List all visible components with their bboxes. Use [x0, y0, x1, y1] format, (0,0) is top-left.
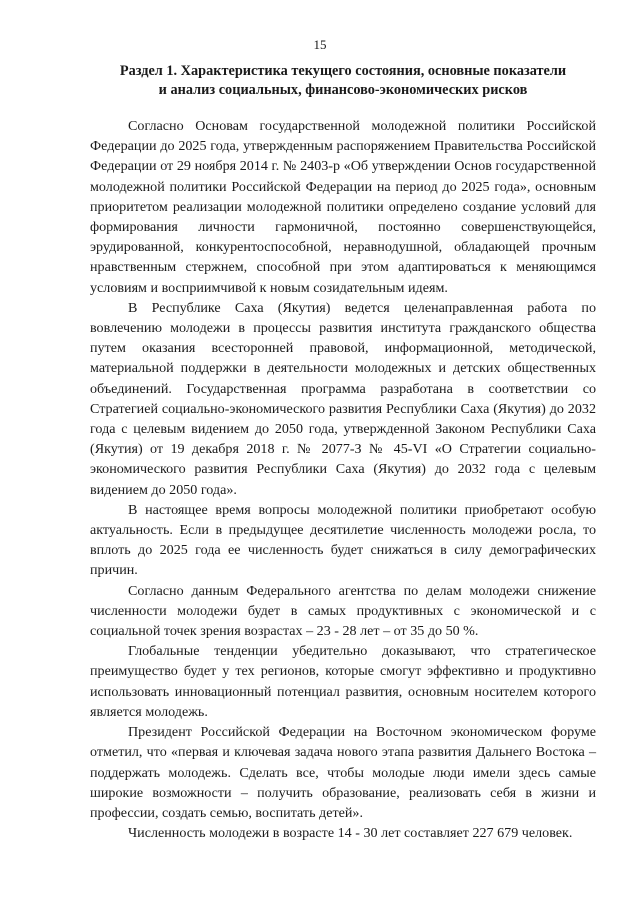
section-heading-line-1: Раздел 1. Характеристика текущего состояния, основные показатели [119, 63, 567, 79]
paragraph-yakutia-work: В Республике Саха (Якутия) ведется целенаправленная работа по вовлечению молодежи в процессы развития института гражданского общества путем оказания всесторонней правовой, информационной, методической, материальной поддержки в деятельности молодежных и детских общественных объединений. Государственная программа разработана в соответствии со Стратегией социально-экономического развития Республики Саха (Якутия) до 2032 года с целевым видением до 2050 года, утвержденной Законом Республики Саха (Якутия) от 19 декабря 2018 г. № 2077-З № 45-VI «О Стратегии социально-экономического развития Республики Саха (Якутия) до 2032 года с целевым видением до 2050 года». [90, 299, 596, 498]
page-number: 15 [313, 37, 327, 52]
section-heading-line-2: и анализ социальных, финансово-экономических рисков [158, 82, 528, 98]
paragraph-relevance: В настоящее время вопросы молодежной политики приобретают особую актуальность. Если в предыдущее десятилетие численность молодежи росла, то вплоть до 2025 года ее численность будет снижаться в силу демографических причин. [90, 501, 596, 579]
paragraph-global-trends: Глобальные тенденции убедительно доказывают, что стратегическое преимущество будет у тех регионов, которые смогут эффективно и продуктивно использовать инновационный потенциал развития, основным носителем которого является молодежь. [90, 643, 596, 720]
body-text [90, 116, 596, 843]
paragraph-president-quote: Президент Российской Федерации на Восточном экономическом форуме отметил, что «первая и ключевая задача нового этапа развития Дальнего Востока – поддержать молодежь. Сделать все, чтобы молодые люди имели здесь самые широкие возможности – получить образование, реализовать себя в жизни и профессии, создать семью, воспитать детей». [90, 724, 596, 821]
section-heading [90, 62, 596, 100]
paragraph-youth-count: Численность молодежи в возрасте 14 - 30 лет составляет 227 679 человек. [128, 825, 573, 842]
paragraph-youth-policy-basics: Согласно Основам государственной молодежной политики Российской Федерации до 2025 года, утвержденным распоряжением Правительства Российской Федерации от 29 ноября 2014 г. № 2403-р «Об утверждении Основ государственной молодежной политики Российской Федерации на период до 2025 года», основным приоритетом реализации молодежной политики определено создание условий для формирования личности гармоничной, постоянно совершенствующейся, эрудированной, конкурентоспособной, неравнодушной, обладающей прочным нравственным стержнем, способной при этом адаптироваться к меняющимся условиям и восприимчивой к новым созидательным идеям. [90, 118, 596, 296]
paragraph-agency-data: Согласно данным Федерального агентства по делам молодежи снижение численности молодежи будет в самых продуктивных с экономической и с социальной точек зрения возрастах – 23 - 28 лет – от 35 до 50 %. [90, 582, 596, 640]
